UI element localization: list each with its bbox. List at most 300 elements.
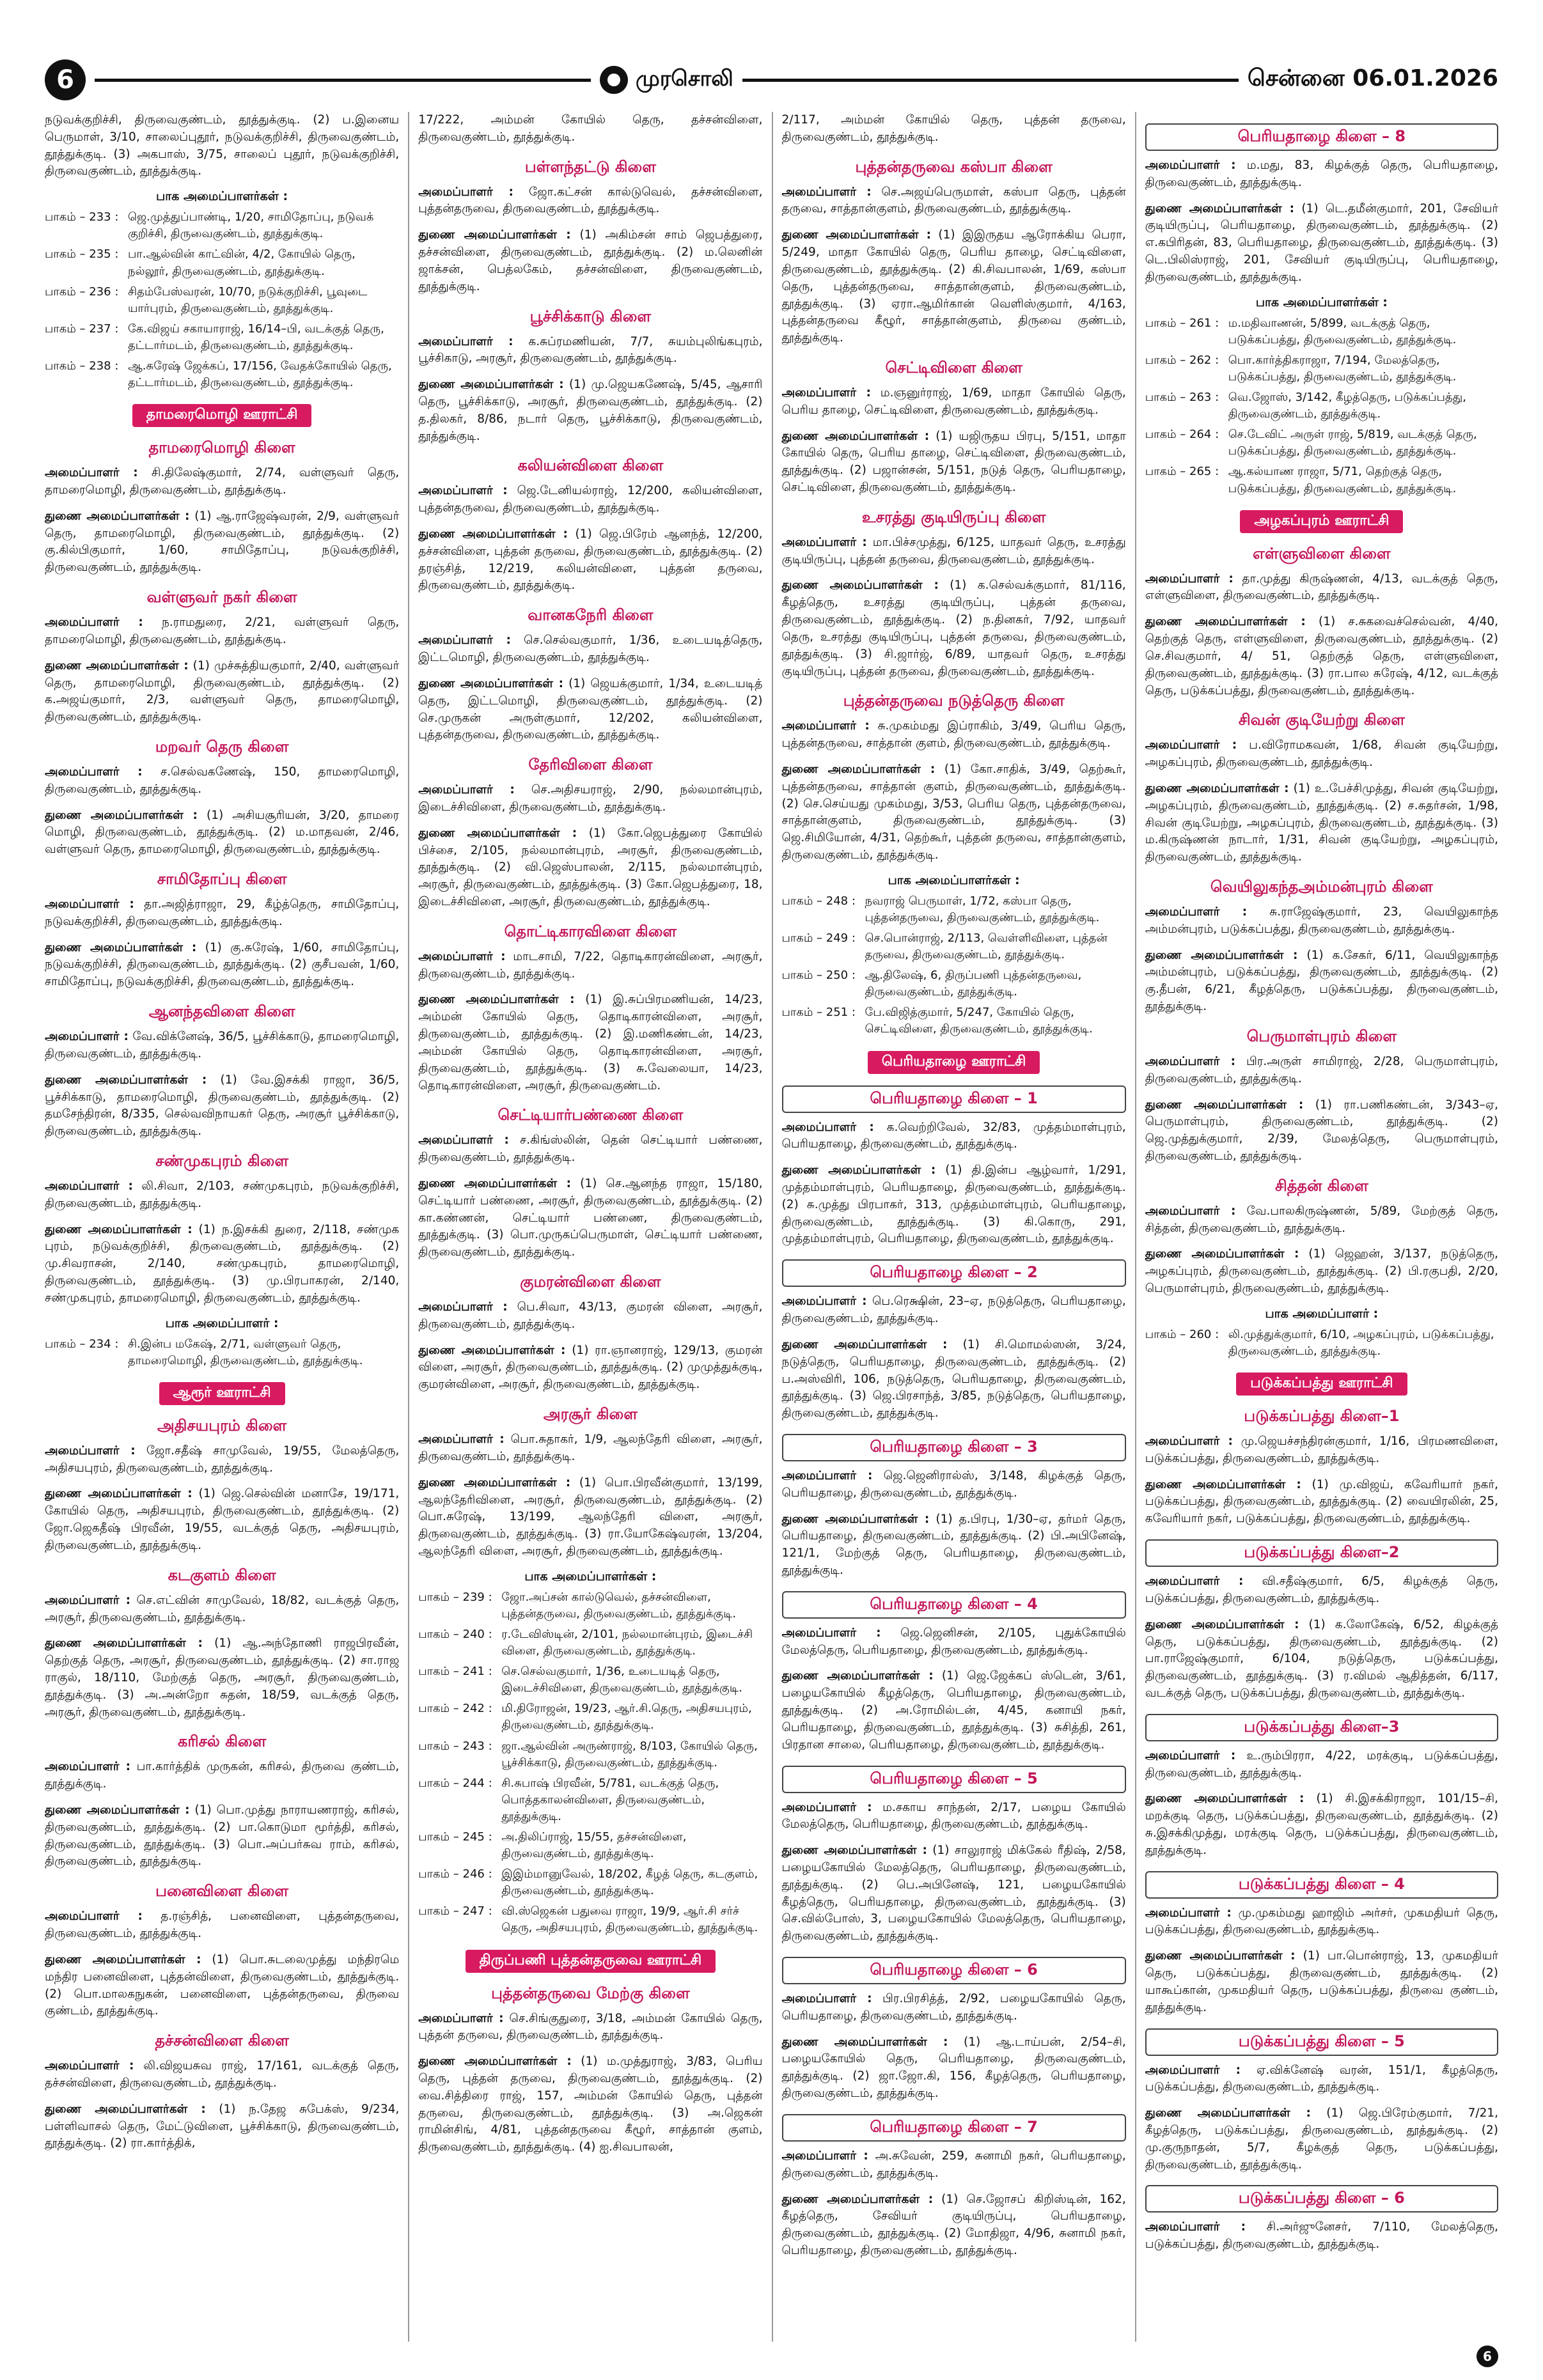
role-label: துணை அமைப்பாளர்கள் : xyxy=(781,2192,934,2206)
organiser-paragraph xyxy=(782,1842,1126,1945)
role-label: துணை அமைப்பாளர்கள் : xyxy=(781,2035,948,2049)
organiser-text: (1) யஜிருதய பிரபு, 5/151, மாதா கோயில் தெரு, பெரிய தாழை, செட்டிவிளை, திருவைகுண்டம், தூத்துக்குடி. (2) பஜான்சன், 5/151, நடுத் தெரு, பெரியதாழை, செட்டிவிளை, திருவைகுண்டம், தூத்துக்குடி. xyxy=(781,429,1126,494)
booth-organiser-details: ஆ.சுரேஷ் ஜேக்கப், 17/156, வேதக்கோயில் தெரு, தட்டார்மடம், திருவைகுண்டம், தூத்துக்குடி. xyxy=(128,359,392,390)
booth-number: பாகம் – 260 : xyxy=(1145,1327,1219,1341)
booth-organiser-details: அ.திலிப்ராஜ், 15/55, தச்சன்விளை, திருவைகுண்டம், தூத்துக்குடி. xyxy=(501,1830,687,1861)
organiser-text: ஏ.விக்னேஷ் வரன், 151/1, கீழத்தெரு, படுக்கப்பத்து, திருவைகுண்டம், தூத்துக்குடி. xyxy=(1145,2063,1498,2094)
role-label: அமைப்பாளர் : xyxy=(781,1120,874,1134)
booth-number: பாகம் – 234 : xyxy=(45,1337,119,1351)
role-label: அமைப்பாளர் : xyxy=(781,719,870,733)
organiser-text: மு.ஜெயச்சந்திரன்குமார், 1/16, பிரமணவிளை, படுக்கப்பத்து, திருவைகுண்டம், தூத்துக்குடி. xyxy=(1145,1435,1498,1465)
booth-entry xyxy=(782,967,1126,1000)
booth-number: பாகம் – 265 : xyxy=(1145,465,1219,479)
organiser-text: ச.கிங்ஸ்லின், தென் செட்டியார் பண்ணை, திருவைகுண்டம், தூத்துக்குடி. xyxy=(418,1133,763,1165)
organiser-paragraph xyxy=(1145,1573,1498,1608)
organiser-text: (1) ந.இசக்கி துரை, 2/118, சண்முக புரம், நடுவக்குறிச்சி, திருவைகுண்டம், தூத்துக்குடி. (2) மு.சிவராசன், 2/140, சண்முகபுரம், தாமரைமொழி, திருவைகுண்டம், தூத்துக்குடி. (3) மு.பிரபாகரன், 2/140, சண்முகபுரம், தாமரைமொழி, திருவைகுண்டம், தூத்துக்குடி. xyxy=(45,1222,400,1305)
organiser-text: ஜோ.சதீஷ் சாமுவேல், 19/55, மேலத்தெரு, அதிசயபுரம், திருவைகுண்டம், தூத்துக்குடி. xyxy=(45,1443,400,1475)
role-label: துணை அமைப்பாளர்கள் : xyxy=(1145,1617,1299,1631)
organiser-paragraph xyxy=(418,1299,762,1334)
role-label: துணை அமைப்பாளர்கள் : xyxy=(781,1337,948,1351)
organiser-paragraph xyxy=(1145,737,1498,772)
booth-entry xyxy=(418,1903,762,1936)
organiser-paragraph xyxy=(782,1800,1126,1834)
organiser-text: ஜெ.ஜெனிரால்ஸ், 3/148, கிழக்குத் தெரு, பெரியதாழை, திருவைகுண்டம், தூத்துக்குடி. xyxy=(781,1468,1126,1500)
organiser-text: வி.சதீஷ்குமார், 6/5, கிழக்குத் தெரு, படுக்கப்பத்து, திருவைகுண்டம், தூத்துக்குடி. xyxy=(1145,1575,1498,1605)
role-label: அமைப்பாளர் : xyxy=(1145,572,1234,586)
organiser-paragraph xyxy=(418,334,762,368)
organiser-paragraph xyxy=(782,1162,1126,1248)
organiser-text: (1) கோ.சாதிக், 3/49, தெற்கூர், புத்தன்தருவை, சாத்தான் குளம், திருவைகுண்டம், தூத்துக்குடி. (2) செ.செய்யது முகம்மது, 3/53, பெரிய தெரு, புத்தன்தருவை, சாத்தான்குளம், திருவைகுண்டம், தூத்துக்குடி. (3) ஜெ.சிமியோன், 4/31, தெற்கூர், புத்தன் தருவை, சாத்தான்குளம், திருவைகுண்டம், தூத்துக்குடி. xyxy=(781,762,1126,862)
branch-heading-boxed: பெரியதாழை கிளை – 6 xyxy=(782,1957,1126,1984)
organiser-text: (1) ஜெ.செல்வின் மனாசே, 19/171, கோயில் தெரு, அதிசயபுரம், திருவைகுண்டம், தூத்துக்குடி. (2) ஜோ.ஜெகதீஷ் பிரவீன், 19/55, வடக்குத் தெரு, அதிசயபுரம், திருவைகுண்டம், தூத்துக்குடி. xyxy=(45,1487,400,1552)
branch-heading: தொட்டிகாரவிளை கிளை xyxy=(504,922,677,940)
organiser-text: தா.அஜித்ராஜா, 29, கீழ்த்தெரு, சாமிதோப்பு, நடுவக்குறிச்சி, திருவைகுண்டம், தூத்துக்குடி. xyxy=(45,898,400,928)
organiser-paragraph xyxy=(782,1119,1126,1154)
booth-entry xyxy=(418,1626,762,1660)
organiser-paragraph xyxy=(1145,614,1498,699)
organiser-paragraph xyxy=(418,526,762,595)
organiser-text: (1) தி.இன்ப ஆழ்வார், 1/291, முத்தம்மாள்புரம், பெரியதாழை, திருவைகுண்டம், தூத்துக்குடி. (2) சு.முத்து பிரபாகர், 313, முத்தம்மாள்புரம், பெரியதாழை, திருவைகுண்டம், தூத்துக்குடி. (3) கி.கொரு, 291, முத்தம்மாள்புரம், பெரியதாழை, திருவைகுண்டம், தூத்துக்குடி. xyxy=(781,1163,1126,1246)
booth-organiser-details: செ.டேவிட் அருள் ராஜ், 5/819, வடக்குத் தெரு, படுக்கப்பத்து, திருவைகுண்டம், தூத்துக்குடி. xyxy=(1228,428,1477,458)
organiser-text: (1) பொ.முத்து நாராயணராஜ், கரிசல், திருவைகுண்டம், தூத்துக்குடி. (2) பா.கொடுமா மூர்த்தி, கரிசல், திருவைகுண்டம், தூத்துக்குடி. (3) பொ.அப்பர்சுவ ராம், கரிசல், திருவைகுண்டம், தூத்துக்குடி. xyxy=(45,1803,400,1869)
organiser-paragraph xyxy=(1145,1203,1498,1238)
organiser-paragraph xyxy=(45,614,399,649)
role-label: துணை அமைப்பாளர்கள் : xyxy=(45,658,189,673)
organiser-text: ப.விரோமகவன், 1/68, சிவன் குடியேற்று, அழகப்புரம், திருவைகுண்டம், தூத்துக்குடி. xyxy=(1145,738,1498,770)
organiser-text: (1) பொ.பிரவீன்குமார், 13/199, ஆலந்தேரிவிளை, அரசூர், திருவைகுண்டம், தூத்துக்குடி. (2) பொ.சுரேஷ், 13/199, ஆலந்தேரி விளை, அரசூர், திருவைகுண்டம், தூத்துக்குடி. (3) ரா.யோகேஷ்வரன், 13/204, ஆலந்தேரி விளை, அரசூர், திருவைகுண்டம், தூத்துக்குடி. xyxy=(418,1475,763,1558)
role-label: அமைப்பாளர் : xyxy=(1145,738,1237,752)
organiser-paragraph xyxy=(782,1511,1126,1580)
role-label: துணை அமைப்பாளர்கள் : xyxy=(1145,1949,1296,1963)
booth-entry xyxy=(418,1866,762,1899)
booth-organisers-heading: பாக அமைப்பாளர்கள் : xyxy=(524,1569,657,1583)
role-label: துணை அமைப்பாளர்கள் : xyxy=(418,2055,572,2069)
organiser-paragraph xyxy=(1145,1905,1498,1940)
role-label: துணை அமைப்பாளர்கள் : xyxy=(781,579,939,593)
organiser-text: (1) கோ.ஜெபத்துரை கோயில் பிச்சை, 2/105, நல்லமான்புரம், அரசூர், திருவைகுண்டம், தூத்துக்குடி. (2) வி.ஜெஸ்பாலன், 2/115, நல்லமான்புரம், அரசூர், திருவைகுண்டம், தூத்துக்குடி. (3) கோ.ஜெபத்துரை, 18, இடைச்சிவிளை, அரசூர், திருவைகுண்டம், தூத்துக்குடி. xyxy=(418,826,763,908)
organiser-paragraph xyxy=(418,992,762,1094)
booth-number: பாகம் – 239 : xyxy=(418,1590,492,1604)
role-label: துணை அமைப்பாளர்கள் : xyxy=(418,1475,571,1489)
role-label: அமைப்பாளர் : xyxy=(418,783,515,797)
branch-heading-boxed: பெரியதாழை கிளை – 8 xyxy=(1145,123,1498,151)
organiser-text: சு.முகம்மது இப்ராகிம், 3/49, பெரிய தெரு, புத்தன்தருவை, சாத்தான் குளம், திருவைகுண்டம், தூத்துக்குடி. xyxy=(781,719,1126,751)
booth-entry xyxy=(45,358,399,391)
organiser-text: (1) ஜெயக்குமார், 1/34, உடையடித் தெரு, இட்டமொழி, திருவைகுண்டம், தூத்துக்குடி. (2) செ.முருகன் அருள்குமார், 12/202, கலியன்விளை, புத்தன்தருவை, திருவைகுண்டம், தூத்துக்குடி. xyxy=(418,676,763,742)
organiser-paragraph xyxy=(1145,157,1498,192)
page-number-badge: 6 xyxy=(45,59,86,100)
organiser-paragraph xyxy=(1145,904,1498,938)
organiser-paragraph xyxy=(45,807,399,859)
organiser-text: ந.ராமதுரை, 2/21, வள்ளுவர் தெரு, தாமரைமொழி, திருவைகுண்டம், தூத்துக்குடி. xyxy=(45,616,400,646)
booth-number: பாகம் – 235 : xyxy=(45,247,119,261)
role-label: அமைப்பாளர் : xyxy=(45,1760,131,1774)
booth-organisers-heading: பாக அமைப்பாளர்கள் : xyxy=(1255,295,1388,309)
organiser-paragraph xyxy=(782,227,1126,347)
organiser-paragraph xyxy=(45,896,399,931)
organiser-text: (1) வே.இசக்கி ராஜா, 36/5, பூச்சிக்காடு, தாமரைமொழி, திருவைகுண்டம், தூத்துக்குடி. (2) தமசேந்திரன், 8/335, செல்வவிநாயகர் தெரு, அரசூர் பூச்சிக்காடு, திருவைகுண்டம், தூத்துக்குடி. xyxy=(45,1073,400,1139)
branch-heading: பெருமாள்புரம் கிளை xyxy=(1246,1027,1397,1045)
organiser-text: மாடசாமி, 7/22, தொடிகாரன்விளை, அரசூர், திருவைகுண்டம், தூத்துக்குடி. xyxy=(418,949,763,981)
branch-heading: எள்ளுவிளை கிளை xyxy=(1253,544,1391,563)
branch-heading: ஆனந்தவிளை கிளை xyxy=(148,1002,295,1021)
booth-entry xyxy=(1145,426,1498,460)
article-columns xyxy=(45,112,1498,2342)
organiser-text: (1) ரா.ஞானராஜ், 129/13, குமரன் விளை, அரசூர், திருவைகுண்டம், தூத்துக்குடி. (2) முமுத்துக்குடி, குமரன்விளை, அரசூர், திருவைகுண்டம், தூத்துக்குடி. xyxy=(418,1343,763,1392)
organiser-text: மு.முகம்மது ஹாஜிம் அர்சர், முகமதியர் தெரு, படுக்கப்பத்து, திருவைகுண்டம், தூத்துக்குடி. xyxy=(1145,1906,1498,1937)
organiser-text: (1) பா.பொன்ராஜ், 13, முகமதியர் தெரு, படுக்கப்பத்து, திருவைகுண்டம், தூத்துக்குடி. (2) யாகூப்கான், முகமதியர் தெரு, படுக்கப்பத்து, திருவை குண்டம், தூத்துக்குடி. xyxy=(1145,1949,1498,2014)
organiser-paragraph xyxy=(1145,1097,1498,1165)
booth-number: பாகம் – 263 : xyxy=(1145,391,1219,405)
branch-heading: செட்டியார்பண்ணை கிளை xyxy=(497,1106,684,1124)
role-label: அமைப்பாளர் : xyxy=(781,1295,867,1309)
booth-organisers-heading: பாக அமைப்பாளர் : xyxy=(165,1316,279,1330)
column-1 xyxy=(45,112,408,2342)
organiser-paragraph xyxy=(1145,1246,1498,1297)
organiser-paragraph xyxy=(45,2101,399,2152)
role-label: அமைப்பாளர் : xyxy=(45,1030,129,1044)
role-label: அமைப்பாளர் : xyxy=(781,1626,881,1640)
organiser-paragraph xyxy=(782,761,1126,864)
organiser-text: லி.விஜயசுவ ராஜ், 17/161, வடக்குத் தெரு, தச்சன்விளை, திருவைகுண்டம், தூத்துக்குடி. xyxy=(45,2059,400,2090)
booth-organiser-details: ம.மதிவாணன், 5/899, வடக்குத் தெரு, படுக்கப்பத்து, திருவைகுண்டம், தூத்துக்குடி. xyxy=(1228,316,1457,346)
organiser-text: (1) பொ.சுடலைமுத்து மந்திரமெ மந்திர பனைவிளை, புத்தன்விளை, திருவைகுண்டம், தூத்துக்குடி. (2) பொ.மாலகநுகன், பனைவிளை, புத்தன்தருவை, திருவை குண்டம், தூத்துக்குடி. xyxy=(45,1952,400,2018)
organiser-paragraph xyxy=(45,1443,399,1477)
organiser-text: (1) செ.ஜோசப் கிறிஸ்டின், 162, கீழத்தெரு, சேவியர் குடியிருப்பு, பெரியதாழை, திருவைகுண்டம், தூத்துக்குடி. (2) மோதிஜா, 4/96, சுனாமி நகர், பெரியதாழை, திருவைகுண்டம், தூத்துக்குடி. xyxy=(781,2192,1126,2257)
role-label: துணை அமைப்பாளர்கள் : xyxy=(781,1512,930,1526)
branch-heading: சண்முகபுரம் கிளை xyxy=(155,1151,289,1170)
organiser-paragraph xyxy=(418,377,762,445)
column-4 xyxy=(1135,112,1498,2342)
organiser-paragraph xyxy=(418,676,762,744)
role-label: துணை அமைப்பாளர்கள் : xyxy=(781,228,931,242)
organiser-text: பா.கார்த்திக் முருகன், கரிசல், திருவை குண்டம், தூத்துக்குடி. xyxy=(45,1760,400,1791)
organiser-text: (1) க.லோகேஷ், 6/52, கிழக்குத் தெரு, படுக்கப்பத்து, திருவைகுண்டம், தூத்துக்குடி. (2) பா.ராஜேஷ்குமார், 6/104, நடுத்தெரு, படுக்கப்பத்து, திருவைகுண்டம், தூத்துக்குடி. (3) ர.விமல் ஆதித்தன், 6/117, வடக்குத் தெரு, படுக்கப்பத்து, திருவைகுண்டம், தூத்துக்குடி. xyxy=(1145,1617,1498,1700)
organiser-paragraph xyxy=(782,2148,1126,2182)
organiser-text: (1) ந.தேஜ சுபேக்ஸ், 9/234, பள்ளிவாசல் தெரு, மேட்டுவிளை, பூச்சிக்காடு, திருவைகுண்டம், தூத்துக்குடி. (2) ரா.கார்த்திக், xyxy=(45,2102,400,2151)
organiser-text: (1) க.செல்வக்குமார், 81/116, கீழத்தெரு, உசரத்து குடியிருப்பு, புத்தன் தருவை, திருவைகுண்டம், தூத்துக்குடி. (2) ந.தினகர், 7/92, யாதவர் தெரு, உசரத்து குடியிருப்பு, புத்தன் தருவை, திருவைகுண்டம், தூத்துக்குடி. (3) சி.ஜார்ஜ், 6/89, யாதவர் தெரு, உசரத்து குடியிருப்பு, புத்தன் தருவை, திருவைகுண்டம், தூத்துக்குடி. xyxy=(781,579,1126,678)
role-label: அமைப்பாளர் : xyxy=(1145,1204,1236,1218)
role-label: துணை அமைப்பாளர்கள் : xyxy=(45,2102,206,2116)
role-label: துணை அமைப்பாளர்கள் : xyxy=(781,1163,936,1178)
branch-heading: கலியன்விளை கிளை xyxy=(517,456,664,475)
organiser-paragraph xyxy=(45,112,399,180)
organiser-paragraph xyxy=(782,1468,1126,1502)
branch-heading: தேரிவிளை கிளை xyxy=(528,756,653,774)
branch-heading-boxed: படுக்கப்பத்து கிளை–2 xyxy=(1145,1539,1498,1567)
organiser-text: (1) ஆ.ராஜேஷ்வரன், 2/9, வள்ளுவர் தெரு, தாமரைமொழி, திருவைகுண்டம், தூத்துக்குடி. (2) கு.கில்பிகுமார், 1/60, சாமிதோப்பு, நடுவக்குறிச்சி, திருவைகுண்டம், தூத்துக்குடி. xyxy=(45,509,400,575)
organiser-paragraph xyxy=(418,1475,762,1560)
booth-entry xyxy=(45,209,399,242)
branch-heading-boxed: பெரியதாழை கிளை – 7 xyxy=(782,2114,1126,2142)
organiser-text: (1) த.பிரபு, 1/30–ஏ, தர்மர் தெரு, பெரியதாழை, திருவைகுண்டம், தூத்துக்குடி. (2) பி.அபினேஷ், 121/1, மேற்குத் தெரு, பெரியதாழை, திருவைகுண்டம், தூத்துக்குடி. xyxy=(781,1512,1126,1577)
role-label: அமைப்பாளர் : xyxy=(418,334,513,348)
organiser-paragraph xyxy=(418,1431,762,1466)
booth-organiser-details: நவராஜ் பெருமாள், 1/72, கஸ்பா தெரு, புத்தன்தருவை, திருவைகுண்டம், தூத்துக்குடி. xyxy=(865,894,1100,924)
role-label: துணை அமைப்பாளர்கள் : xyxy=(781,1844,927,1858)
organiser-text: நடுவக்குறிச்சி, திருவைகுண்டம், தூத்துக்குடி. (2) ப.இனைய பெருமாள், 3/10, சாலைப்புதூர், நடுவக்குறிச்சி, திருவைகுண்டம், தூத்துக்குடி. (3) அகபாஸ், 3/75, சாலைப் புதூர், நடுவக்குறிச்சி, திருவைகுண்டம், தூத்துக்குடி. xyxy=(45,113,400,178)
dateline: சென்னை 06.01.2026 xyxy=(1247,65,1498,91)
booth-organiser-details: ஜோ.அப்சன் கால்டுவெல், தச்சன்விளை, புத்தன்தருவை, திருவைகுண்டம், தூத்துக்குடி. xyxy=(501,1590,737,1621)
role-label: துணை அமைப்பாளர்கள் : xyxy=(781,1669,934,1683)
organiser-text: (1) உ.பேச்சிமுத்து, சிவன் குடியேற்று, அழகப்புரம், திருவைகுண்டம், தூத்துக்குடி. (2) ச.சுதர்சன், 1/98, சிவன் குடியேற்று, அழகப்புரம், திருவைகுண்டம், தூத்துக்குடி. (3) ம.கிருஷ்ணன் நாடார், 1/31, சிவன் குடியேற்று, அழகப்புரம், திருவைகுண்டம், தூத்துக்குடி. xyxy=(1145,781,1498,864)
booth-entry xyxy=(1145,315,1498,348)
organiser-paragraph xyxy=(45,1592,399,1627)
branch-heading-boxed: படுக்கப்பத்து கிளை – 4 xyxy=(1145,1871,1498,1899)
organiser-paragraph xyxy=(418,1342,762,1394)
role-label: அமைப்பாளர் : xyxy=(1145,2220,1246,2234)
booth-number: பாகம் – 248 : xyxy=(781,894,856,908)
organiser-text: 17/222, அம்மன் கோயில் தெரு, தச்சன்விளை, திருவைகுண்டம், தூத்துக்குடி. xyxy=(418,113,763,144)
organiser-paragraph xyxy=(782,1668,1126,1754)
organiser-text: த.ரஞ்சித், பனைவிளை, புத்தன்தருவை, திருவைகுண்டம், தூத்துக்குடி. xyxy=(45,1909,400,1941)
branch-heading: சித்தன் கிளை xyxy=(1275,1176,1368,1195)
role-label: துணை அமைப்பாளர்கள் : xyxy=(1145,1098,1304,1112)
column-3 xyxy=(772,112,1135,2342)
masthead-rule-left xyxy=(95,79,591,82)
branch-heading: படுக்கப்பத்து கிளை–1 xyxy=(1244,1407,1400,1425)
organiser-paragraph xyxy=(782,112,1126,146)
branch-heading: செட்டிவிளை கிளை xyxy=(885,358,1022,377)
booth-organiser-details: வெ.ஜோஸ், 3/142, கீழத்தெரு, படுக்கப்பத்து, திருவைகுண்டம், தூத்துக்குடி. xyxy=(1228,391,1466,421)
booth-organiser-details: ர.டேவிஸ்டின், 2/101, நல்லமான்புரம், இடைச்சி விளை, திருவைகுண்டம், தூத்துக்குடி. xyxy=(501,1627,753,1658)
booth-entry xyxy=(782,930,1126,963)
organiser-paragraph xyxy=(782,718,1126,752)
organiser-text: (1) அசியசூரியன், 3/20, தாமரை மொழி, திருவைகுண்டம், தூத்துக்குடி. (2) ம.மாதவன், 2/46, வள்ளுவர் தெரு, தாமரைமொழி, திருவைகுண்டம், தூத்துக்குடி. xyxy=(45,808,400,857)
organiser-paragraph xyxy=(1145,2219,1498,2253)
role-label: துணை அமைப்பாளர்கள் : xyxy=(418,993,575,1007)
organiser-paragraph xyxy=(1145,1617,1498,1702)
organiser-text: 2/117, அம்மன் கோயில் தெரு, புத்தன் தருவை, திருவைகுண்டம், தூத்துக்குடி. xyxy=(781,113,1126,144)
organiser-text: (1) சாலுராஜ் மிக்கேல் ரீதிஷ், 2/58, பழையகோயில் மேலத்தெரு, பெரியதாழை, திருவைகுண்டம், தூத்துக்குடி. (2) பெ.அபினேஷ், 121, பழையகோயில் கீழத்தெரு, பெரியதாழை, திருவைகுண்டம், தூத்துக்குடி. (3) செ.வில்போஸ், 3, பழையகோயில் மேலத்தெரு, பெரியதாழை, திருவைகுண்டம், தூத்துக்குடி. xyxy=(781,1844,1126,1943)
role-label: அமைப்பாளர் : xyxy=(418,634,511,648)
panchayat-heading-label: படுக்கப்பத்து ஊராட்சி xyxy=(1236,1373,1407,1396)
organiser-text: (1) ம.முத்துராஜ், 3/83, பெரிய தெரு, புத்தன் தருவை, திருவைகுண்டம், தூத்துக்குடி. (2) வை.சித்திரை ராஜ், 157, அம்மன் கோயில் தெரு, புத்தன் தருவை, திருவைகுண்டம், தூத்துக்குடி. (3) அ.ஜெகன் ராமின்சிங், 4/81, புத்தன்தருவை கீழூர், சாத்தான் குளம், திருவைகுண்டம், தூத்துக்குடி. (4) ஐ.சிவபாலன், xyxy=(418,2055,763,2154)
organiser-text: (1) டெ.தமீன்குமார், 201, சேவியர் குடியிருப்பு, பெரியதாழை, திருவைகுண்டம், தூத்துக்குடி. (2) எ.கபிரிதன், 83, பெரியதாழை, திருவைகுண்டம், தூத்துக்குடி. (3) டெ.பிலிஸ்ராஜ், 201, சேவியர் குடியிருப்பு, பெரியதாழை, திருவைகுண்டம், தூத்துக்குடி. xyxy=(1145,201,1498,284)
booth-number: பாகம் – 264 : xyxy=(1145,428,1219,442)
branch-heading: வானகநேரி கிளை xyxy=(528,606,654,625)
booth-number: பாகம் – 242 : xyxy=(418,1702,492,1716)
organiser-paragraph xyxy=(1145,781,1498,866)
role-label: அமைப்பாளர் : xyxy=(1145,2063,1241,2077)
organiser-text: (1) முச்சுத்தியகுமார், 2/40, வள்ளுவர் தெரு, தாமரைமொழி, திருவைகுண்டம், தூத்துக்குடி. (2) க.அஜய்குமார், 2/3, வள்ளுவர் தெரு, தாமரைமொழி, திருவைகுண்டம், தூத்துக்குடி. xyxy=(45,658,400,724)
branch-heading: தாமரைமொழி கிளை xyxy=(148,439,295,457)
organiser-paragraph xyxy=(1145,1948,1498,2016)
organiser-text: செ.எட்வின் சாமுவேல், 18/82, வடக்குத் தெரு, அரசூர், திருவைகுண்டம், தூத்துக்குடி. xyxy=(45,1593,400,1624)
branch-heading: அதிசயபுரம் கிளை xyxy=(157,1416,287,1435)
role-label: துணை அமைப்பாளர்கள் : xyxy=(1145,1792,1304,1806)
role-label: அமைப்பாளர் : xyxy=(781,1800,872,1814)
booth-number: பாகம் – 249 : xyxy=(781,931,856,945)
booth-number: பாகம் – 261 : xyxy=(1145,316,1219,330)
booth-number: பாகம் – 241 : xyxy=(418,1665,492,1679)
role-label: அமைப்பாளர் : xyxy=(45,1443,136,1458)
role-label: துணை அமைப்பாளர்கள் : xyxy=(45,1222,192,1236)
organiser-paragraph xyxy=(1145,2105,1498,2174)
organiser-paragraph xyxy=(782,1991,1126,2025)
booth-organiser-details: ஜா.ஆல்வின் அருண்ராஜ், 8/103, கோயில் தெரு, பூச்சிக்காடு, திருவைகுண்டம், தூத்துக்குடி. xyxy=(501,1739,758,1769)
organiser-text: சி.திலேஷ்குமார், 2/74, வள்ளுவர் தெரு, தாமரைமொழி, திருவைகுண்டம், தூத்துக்குடி. xyxy=(45,466,400,497)
role-label: துணை அமைப்பாளர்கள் : xyxy=(418,676,564,690)
booth-number: பாகம் – 246 : xyxy=(418,1867,492,1881)
booth-number: பாகம் – 251 : xyxy=(781,1006,856,1020)
booth-organiser-details: இஇம்மானுவேல், 18/202, கீழத் தெரு, கடகுளம், திருவைகுண்டம், தூத்துக்குடி. xyxy=(501,1867,758,1898)
organiser-text: (1) மு.ஜெயகணேஷ், 5/45, ஆசாரி தெரு, பூச்சிக்காடு, அரசூர், திருவைகுண்டம், தூத்துக்குடி. (2) த.திலகர், 8/86, நடார் தெரு, பூச்சிக்காடு, திருவைகுண்டம், தூத்துக்குடி. xyxy=(418,378,763,443)
organiser-text: பெ.சிவா, 43/13, குமரன் விளை, அரசூர், திருவைகுண்டம், தூத்துக்குடி. xyxy=(418,1300,763,1331)
role-label: அமைப்பாளர் : xyxy=(1145,1906,1232,1920)
organiser-paragraph xyxy=(418,1132,762,1167)
booth-entry xyxy=(1145,389,1498,423)
branch-heading: புத்தன்தருவை மேற்கு கிளை xyxy=(491,1984,690,2002)
booth-organiser-details: செ.பொன்ராஜ், 2/113, வெள்ளிவிளை, புத்தன் தருவை, திருவைகுண்டம், தூத்துக்குடி. xyxy=(865,931,1108,962)
organiser-paragraph xyxy=(782,1625,1126,1660)
organiser-text: ஜெ.டேனியல்ராஜ், 12/200, கலியன்விளை, புத்தன்தருவை, திருவைகுண்டம், தூத்துக்குடி. xyxy=(418,484,763,515)
role-label: அமைப்பாளர் : xyxy=(45,898,134,911)
organiser-text: சி.அர்ஜுனேசர், 7/110, மேலத்தெரு, படுக்கப்பத்து, திருவைகுண்டம், தூத்துக்குடி. xyxy=(1145,2220,1498,2252)
organiser-paragraph xyxy=(418,2011,762,2045)
booth-number: பாகம் – 244 : xyxy=(418,1776,492,1790)
booth-entry xyxy=(1145,463,1498,497)
role-label: அமைப்பாளர் : xyxy=(45,1179,133,1193)
organiser-paragraph xyxy=(782,1337,1126,1422)
panchayat-heading-label: அழகப்புரம் ஊராட்சி xyxy=(1240,510,1403,533)
organiser-paragraph xyxy=(418,782,762,816)
organiser-text: (1) சி.மொமல்ஸன், 3/24, நடுத்தெரு, பெரியதாழை, திருவைகுண்டம், தூத்துக்குடி. (2) ப.அஸ்விரி, 106, நடுத்தெரு, பெரியதாழை, திருவைகுண்டம், தூத்துக்குடி. (3) ஜெ.பிரசாந்த், 3/85, நடுத்தெரு, பெரியதாழை, திருவைகுண்டம், தூத்துக்குடி. xyxy=(781,1337,1126,1420)
organiser-paragraph xyxy=(45,1759,399,1793)
organiser-text: (1) ஆ.அந்தோணி ராஜபிரவீன், தெற்குத் தெரு, அரசூர், திருவைகுண்டம், தூத்துக்குடி. (2) சா.ராஜ ராகுல், 18/110, மேற்குத் தெரு, அரசூர், திருவைகுண்டம், தூத்துக்குடி. (3) அ.அன்றோ சுதன், 18/59, வடக்குத் தெரு, அரசூர், திருவைகுண்டம், தூத்துக்குடி. xyxy=(45,1637,400,1719)
organiser-paragraph xyxy=(45,1029,399,1063)
organiser-text: (1) ஜெ.பிரேம் ஆனந்த், 12/200, தச்சன்விளை, புத்தன் தருவை, திருவைகுண்டம், தூத்துக்குடி. (2) தரஞ்சித், 12/219, கலியன்விளை, புத்தன் தருவை, திருவைகுண்டம், தூத்துக்குடி. xyxy=(418,527,763,593)
organiser-text: (1) ச.சுகவைச்செல்வன், 4/40, தெற்குத் தெரு, எள்ளுவிளை, திருவைகுண்டம், தூத்துக்குடி. (2) செ.சிவகுமார், 4/ 51, தெற்குத் தெரு, எள்ளுவிளை, திருவைகுண்டம், தூத்துக்குடி. (3) ரா.பால சுரேஷ், 4/12, வடக்குத் தெரு, படுக்கப்பத்து, திருவைகுண்டம், தூத்துக்குடி. xyxy=(1145,615,1498,697)
role-label: துணை அமைப்பாளர்கள் : xyxy=(418,1176,572,1190)
organiser-text: (1) செ.ஆனந்த ராஜா, 15/180, செட்டியார் பண்ணை, அரசூர், திருவைகுண்டம், தூத்துக்குடி. (2) கா.கண்ணன், செட்டியார் பண்ணை, திருவைகுண்டம், தூத்துக்குடி. (3) பொ.முருகப்பெருமாள், செட்டியார் பண்ணை, திருவைகுண்டம், தூத்துக்குடி. xyxy=(418,1176,763,1259)
organiser-text: (1) அகிம்சன் சாம் ஜெபத்துரை, தச்சன்விளை, திருவைகுண்டம், தூத்துக்குடி. (2) ம.லெனின் ஜாக்சன், பெத்லகேம், தச்சன்விளை, திருவைகுண்டம், தூத்துக்குடி. xyxy=(418,228,763,293)
role-label: அமைப்பாளர் : xyxy=(1145,905,1248,919)
organiser-text: (1) க.சேகர், 6/11, வெயிலுகாந்த அம்மன்புரம், படுக்கப்பத்து, திருவைகுண்டம், தூத்துக்குடி. (2) கு.தீபன், 6/21, கீழத்தெரு, படுக்கப்பத்து, திருவைகுண்டம், தூத்துக்குடி. xyxy=(1145,948,1498,1014)
organiser-paragraph xyxy=(782,1293,1126,1328)
role-label: அமைப்பாளர் : xyxy=(1145,159,1236,172)
organiser-text: லி.சிவா, 2/103, சண்முகபுரம், நடுவக்குறிச்சி, திருவைகுண்டம், தூத்துக்குடி. xyxy=(45,1179,400,1210)
role-label: அமைப்பாளர் : xyxy=(781,185,872,199)
role-label: துணை அமைப்பாளர்கள் : xyxy=(418,378,564,392)
organiser-paragraph xyxy=(45,1908,399,1943)
organiser-text: ஜெ.ஜெனிசன், 2/105, புதுக்கோயில் மேலத்தெரு, பெரியதாழை, திருவைகுண்டம், தூத்துக்குடி. xyxy=(781,1626,1126,1657)
organiser-text: ம.மது, 83, கிழக்குத் தெரு, பெரியதாழை, திருவைகுண்டம், தூத்துக்குடி. xyxy=(1145,159,1498,189)
organiser-text: ஜோ.கட்சன் கால்டுவெல், தச்சன்விளை, புத்தன்தருவை, திருவைகுண்டம், தூத்துக்குடி. xyxy=(418,185,763,216)
role-label: துணை அமைப்பாளர்கள் : xyxy=(1145,201,1295,215)
booth-organiser-details: லி.முத்துக்குமார், 6/10, அழகப்புரம், படுக்கப்பத்து, திருவைகுண்டம், தூத்துக்குடி. xyxy=(1228,1327,1494,1358)
organiser-text: அ.சுவேன், 259, சுனாமி நகர், பெரியதாழை, திருவைகுண்டம், தூத்துக்குடி. xyxy=(781,2149,1126,2180)
organiser-text: (1) ஆ.டாய்பன், 2/54–சி, பழையகோயில் தெரு, பெரியதாழை, திருவைகுண்டம், தூத்துக்குடி. (2) ஜா.ஜோ.கி, 156, கீழத்தெரு, பெரியதாழை, திருவைகுண்டம், தூத்துக்குடி. xyxy=(781,2035,1126,2101)
organiser-text: (1) சி.இசக்கிராஜா, 101/15–சி, மறக்குடி தெரு, படுக்கப்பத்து, திருவைகுண்டம், தூத்துக்குடி. (2) சு.இசக்கிமுத்து, மரக்குடி தெரு, படுக்கப்பத்து, திருவைகுண்டம், தூத்துக்குடி. xyxy=(1145,1792,1498,1857)
role-label: துணை அமைப்பாளர்கள் : xyxy=(45,1637,203,1651)
role-label: துணை அமைப்பாளர்கள் : xyxy=(45,1073,207,1087)
panchayat-heading xyxy=(45,404,399,427)
booth-entry xyxy=(1145,1326,1498,1360)
organiser-paragraph xyxy=(418,825,762,911)
branch-heading: உசரத்து குடியிருப்பு கிளை xyxy=(861,508,1046,526)
role-label: அமைப்பாளர் : xyxy=(45,765,143,779)
organiser-paragraph xyxy=(1145,947,1498,1016)
booth-organisers-heading: பாக அமைப்பாளர்கள் : xyxy=(156,189,288,204)
sun-emblem-icon xyxy=(600,66,628,94)
role-label: துணை அமைப்பாளர்கள் : xyxy=(45,1487,192,1501)
role-label: துணை அமைப்பாளர்கள் : xyxy=(418,826,577,840)
booth-organiser-details: மி.திரோஜன், 19/23, ஆர்.சி.தெரு, அதிசயபுரம், திருவைகுண்டம், தூத்துக்குடி. xyxy=(501,1702,752,1732)
organiser-paragraph xyxy=(418,112,762,146)
panchayat-heading xyxy=(1145,1373,1498,1396)
branch-heading: தச்சன்விளை கிளை xyxy=(155,2032,289,2050)
branch-heading-boxed: பெரியதாழை கிளை – 2 xyxy=(782,1259,1126,1287)
organiser-text: பொ.சுதாகர், 1/9, ஆலந்தேரி விளை, அரசூர், திருவைகுண்டம், தூத்துக்குடி. xyxy=(418,1433,763,1463)
branch-heading: மறவர் தெரு கிளை xyxy=(155,737,289,756)
branch-heading: பூச்சிக்காடு கிளை xyxy=(529,307,652,325)
organiser-paragraph xyxy=(1145,1054,1498,1088)
role-label: அமைப்பாளர் : xyxy=(45,1593,131,1607)
organiser-paragraph xyxy=(45,658,399,726)
organiser-text: ம.சகாய சாந்தன், 2/17, பழைய கோயில் மேலத்தெரு, பெரியதாழை, திருவைகுண்டம், தூத்துக்குடி. xyxy=(781,1800,1126,1832)
role-label: துணை அமைப்பாளர்கள் : xyxy=(1145,2106,1311,2120)
booth-number: பாகம் – 250 : xyxy=(781,968,856,983)
organiser-text: (1) ஜெ.பிரேம்குமார், 7/21, கீழத்தெரு, படுக்கப்பத்து, திருவைகுண்டம், தூத்துக்குடி. (2) மு.குருநாதன், 5/7, கீழக்குத் தெரு, படுக்கப்பத்து, திருவைகுண்டம், தூத்துக்குடி. xyxy=(1145,2106,1498,2172)
organiser-text: ச.செல்வகணேஷ், 150, தாமரைமொழி, திருவைகுண்டம், தூத்துக்குடி. xyxy=(45,765,400,796)
booth-entry xyxy=(45,1336,399,1369)
booth-organiser-details: சி.சுபாஷ் பிரவீன், 5/781, வடக்குத் தெரு, பொத்தகாலன்விளை, திருவைகுண்டம், தூத்துக்குடி. xyxy=(501,1776,719,1823)
organiser-paragraph xyxy=(45,940,399,991)
organiser-text: ம.ஞனுர்ராஜ், 1/69, மாதா கோயில் தெரு, பெரிய தாழை, செட்டிவிளை, திருவைகுண்டம், தூத்துக்குடி. xyxy=(781,385,1126,417)
booth-organiser-details: சி.இன்ப மகேஷ், 2/71, வள்ளுவர் தெரு, தாமரைமொழி, திருவைகுண்டம், தூத்துக்குடி. xyxy=(128,1337,363,1367)
role-label: அமைப்பாளர் : xyxy=(418,185,513,199)
branch-heading-boxed: பெரியதாழை கிளை – 3 xyxy=(782,1434,1126,1461)
booth-entry xyxy=(418,1738,762,1771)
booth-number: பாகம் – 243 : xyxy=(418,1739,492,1753)
organiser-paragraph xyxy=(45,2058,399,2092)
role-label: அமைப்பாளர் : xyxy=(418,949,506,963)
branch-heading: புத்தன்தருவை நடுத்தெரு கிளை xyxy=(843,692,1065,710)
organiser-text: க.வெற்றிவேல், 32/83, முத்தம்மாள்புரம், பெரியதாழை, திருவைகுண்டம், தூத்துக்குடி. xyxy=(781,1120,1126,1151)
newspaper-logo xyxy=(600,66,733,94)
role-label: அமைப்பாளர் : xyxy=(1145,1054,1236,1068)
branch-heading-boxed: படுக்கப்பத்து கிளை–3 xyxy=(1145,1714,1498,1741)
booth-organiser-details: வி.ஸ்ஜெகன் பதுவை ராஜா, 19/9, ஆர்.சி சர்ச் தெரு, அதிசயபுரம், திருவைகுண்டம், தூத்துக்குடி. xyxy=(501,1904,758,1935)
booth-number: பாகம் – 238 : xyxy=(45,359,119,373)
organiser-paragraph xyxy=(418,227,762,295)
organiser-text: (1) இ.சுப்பிரமணியன், 14/23, அம்மன் கோயில் தெரு, தொடிகாரன்விளை, அரசூர், திருவைகுண்டம், தூத்துக்குடி. (2) இ.மணிகண்டன், 14/23, அம்மன் கோயில் தெரு, தொடிகாரன்விளை, அரசூர், திருவைகுண்டம், தூத்துக்குடி. (3) சு.வேலையா, 14/23, தொடிகாரன்விளை, அரசூர், திருவைகுண்டம். xyxy=(418,993,763,1093)
organiser-paragraph xyxy=(1145,1791,1498,1859)
organiser-paragraph xyxy=(782,534,1126,569)
organiser-paragraph xyxy=(418,632,762,667)
newspaper-name: முரசொலி xyxy=(635,66,733,91)
organiser-paragraph xyxy=(782,385,1126,419)
booth-entry xyxy=(418,1829,762,1862)
role-label: துணை அமைப்பாளர்கள் : xyxy=(418,527,568,541)
role-label: அமைப்பாளர் : xyxy=(45,1909,143,1924)
organiser-paragraph xyxy=(1145,571,1498,605)
role-label: அமைப்பாளர் : xyxy=(418,2011,504,2025)
role-label: அமைப்பாளர் : xyxy=(418,1433,505,1447)
booth-organiser-details: சிதம்பேஸ்வரன், 10/70, நடுக்குறிச்சி, பூவுடை யார்புரம், திருவைகுண்டம், தூத்துக்குடி. xyxy=(128,284,368,315)
role-label: அமைப்பாளர் : xyxy=(45,2059,134,2073)
branch-heading-boxed: பெரியதாழை கிளை – 1 xyxy=(782,1085,1126,1113)
booth-number: பாகம் – 236 : xyxy=(45,284,119,299)
organiser-text: மா.பிச்சமுத்து, 6/125, யாதவர் தெரு, உசரத்து குடியிருப்பு, புத்தன் தருவை, திருவைகுண்டம், தூத்துக்குடி. xyxy=(781,535,1126,566)
organiser-paragraph xyxy=(418,184,762,219)
branch-heading: கரிசல் கிளை xyxy=(178,1732,267,1751)
role-label: அமைப்பாளர் : xyxy=(418,1133,509,1147)
role-label: துணை அமைப்பாளர்கள் : xyxy=(45,940,197,954)
organiser-text: உ.ரும்பிரரா, 4/22, மரக்குடி, படுக்கப்பத்து, திருவைகுண்டம், தூத்துக்குடி. xyxy=(1145,1748,1498,1780)
organiser-paragraph xyxy=(45,1802,399,1871)
